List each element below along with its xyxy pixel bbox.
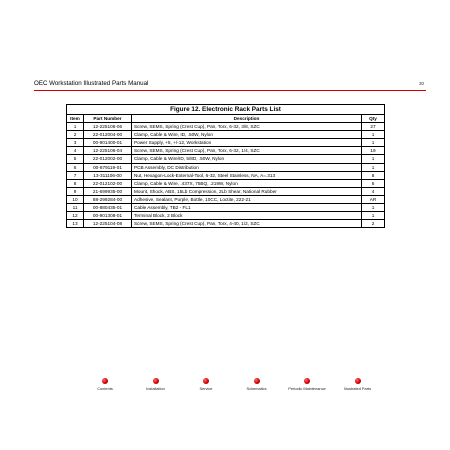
part-number-cell: 00-901400-01	[84, 139, 132, 147]
item-cell: 13	[67, 220, 84, 228]
item-cell: 5	[67, 155, 84, 163]
item-cell: 11	[67, 204, 84, 212]
document-title: OEC Workstation Illustrated Parts Manual	[34, 80, 149, 87]
qty-cell: 1	[362, 155, 385, 163]
qty-cell: 19	[362, 147, 385, 155]
part-number-cell: 00-880435-01	[84, 204, 132, 212]
nav-link-schematics[interactable]	[232, 378, 282, 391]
item-cell: 4	[67, 147, 84, 155]
red-dot-icon	[304, 378, 310, 384]
description-cell: Screw, SEMS, Spring (Crest Cup), Pan, Torx, 4-40, 1/2, SZC	[132, 220, 362, 228]
part-number-cell: 13-311106-00	[84, 171, 132, 179]
qty-cell: 1	[362, 163, 385, 171]
description-cell: Screw, SEMS, Spring (Crest Cup), Pan, Torx, 6-32, 1/4, SZC	[132, 147, 362, 155]
table-row	[67, 220, 385, 228]
table-row	[67, 155, 385, 163]
parts-list-table-container	[66, 104, 384, 228]
part-number-cell: 12-225106-06	[84, 123, 132, 131]
page-header	[34, 80, 424, 90]
nav-link-illustrated-parts[interactable]	[333, 378, 383, 391]
column-header-item: Item	[67, 115, 84, 123]
item-cell: 9	[67, 187, 84, 195]
qty-cell: 2	[362, 220, 385, 228]
header-divider	[34, 90, 426, 91]
table-row	[67, 179, 385, 187]
item-cell: 12	[67, 212, 84, 220]
description-cell: Clamp, Cable & Wire/ID, 5/8D, .50W, Nylon	[132, 155, 362, 163]
nav-link-label: Contents	[97, 386, 113, 391]
column-header-qty: Qty	[362, 115, 385, 123]
table-row	[67, 212, 385, 220]
table-row	[67, 147, 385, 155]
qty-cell: AR	[362, 195, 385, 203]
part-number-cell: 12-225104-08	[84, 220, 132, 228]
red-dot-icon	[254, 378, 260, 384]
item-cell: 8	[67, 179, 84, 187]
table-row	[67, 163, 385, 171]
part-number-cell: 22-012002-00	[84, 155, 132, 163]
item-cell: 2	[67, 131, 84, 139]
qty-cell: 1	[362, 204, 385, 212]
table-row	[67, 123, 385, 131]
nav-link-installation[interactable]	[131, 378, 181, 391]
description-cell: Terminal Block, 2 Block	[132, 212, 362, 220]
description-cell: Clamp, Cable & Wire, ID, .50W, Nylon	[132, 131, 362, 139]
item-cell: 3	[67, 139, 84, 147]
description-cell: Power Supply, +5, +/-12, Workstation	[132, 139, 362, 147]
table-row	[67, 204, 385, 212]
table-row	[67, 139, 385, 147]
description-cell: Mount, Shock, ABS, 15Lb Compression, 2Lb Shear, National Rubber	[132, 187, 362, 195]
part-number-cell: 00-879119-01	[84, 163, 132, 171]
qty-cell: 8	[362, 171, 385, 179]
table-row	[67, 187, 385, 195]
red-dot-icon	[153, 378, 159, 384]
nav-link-service[interactable]	[181, 378, 231, 391]
description-cell: Cable Assembly, TB2 - FL1	[132, 204, 362, 212]
column-header-part-number: Part Number	[84, 115, 132, 123]
table-row	[67, 171, 385, 179]
item-cell: 6	[67, 163, 84, 171]
part-number-cell: 00-901308-01	[84, 212, 132, 220]
nav-link-periodic-maintenance[interactable]	[282, 378, 332, 391]
description-cell: PCB Assembly, DC Distribution	[132, 163, 362, 171]
qty-cell: 1	[362, 212, 385, 220]
part-number-cell: 12-225106-04	[84, 147, 132, 155]
bottom-navigation	[80, 378, 380, 398]
red-dot-icon	[355, 378, 361, 384]
qty-cell: 1	[362, 131, 385, 139]
nav-link-label: Illustrated Parts	[343, 386, 372, 391]
description-cell: Screw, SEMS, Spring (Crest Cup), Pan, Torx, 6-32, 3/8, SZC	[132, 123, 362, 131]
part-number-cell: 22-012004-00	[84, 131, 132, 139]
description-cell: Clamp, Cable & Wire, .437X, 75BQ, .219W, Nylon	[132, 179, 362, 187]
description-cell: Nut, Hexagon-Lock-External-Tool, 6-32, Steel Stainless, NA, A=.313	[132, 171, 362, 179]
table-row	[67, 131, 385, 139]
parts-list-table	[66, 104, 385, 228]
nav-link-label: Installation	[146, 386, 165, 391]
part-number-cell: 88-299284-00	[84, 195, 132, 203]
nav-link-contents[interactable]	[80, 378, 130, 391]
nav-link-label: Service	[199, 386, 213, 391]
nav-link-label: Schematics	[246, 386, 267, 391]
red-dot-icon	[203, 378, 209, 384]
qty-cell: 27	[362, 123, 385, 131]
red-dot-icon	[102, 378, 108, 384]
qty-cell: 1	[362, 139, 385, 147]
nav-link-label: Periodic Maintenance	[288, 386, 326, 391]
qty-cell: 6	[362, 179, 385, 187]
table-header-row	[67, 115, 385, 123]
table-row	[67, 195, 385, 203]
description-cell: Adhesive, Sealant, Purple, Bottle, 10CC, Loctite, 222-21	[132, 195, 362, 203]
item-cell: 1	[67, 123, 84, 131]
column-header-description: Description	[132, 115, 362, 123]
part-number-cell: 22-012102-00	[84, 179, 132, 187]
part-number-cell: 21-699935-00	[84, 187, 132, 195]
page-number: 30	[418, 81, 424, 86]
item-cell: 7	[67, 171, 84, 179]
item-cell: 10	[67, 195, 84, 203]
table-title: Figure 12. Electronic Rack Parts List	[67, 105, 385, 115]
qty-cell: 4	[362, 187, 385, 195]
